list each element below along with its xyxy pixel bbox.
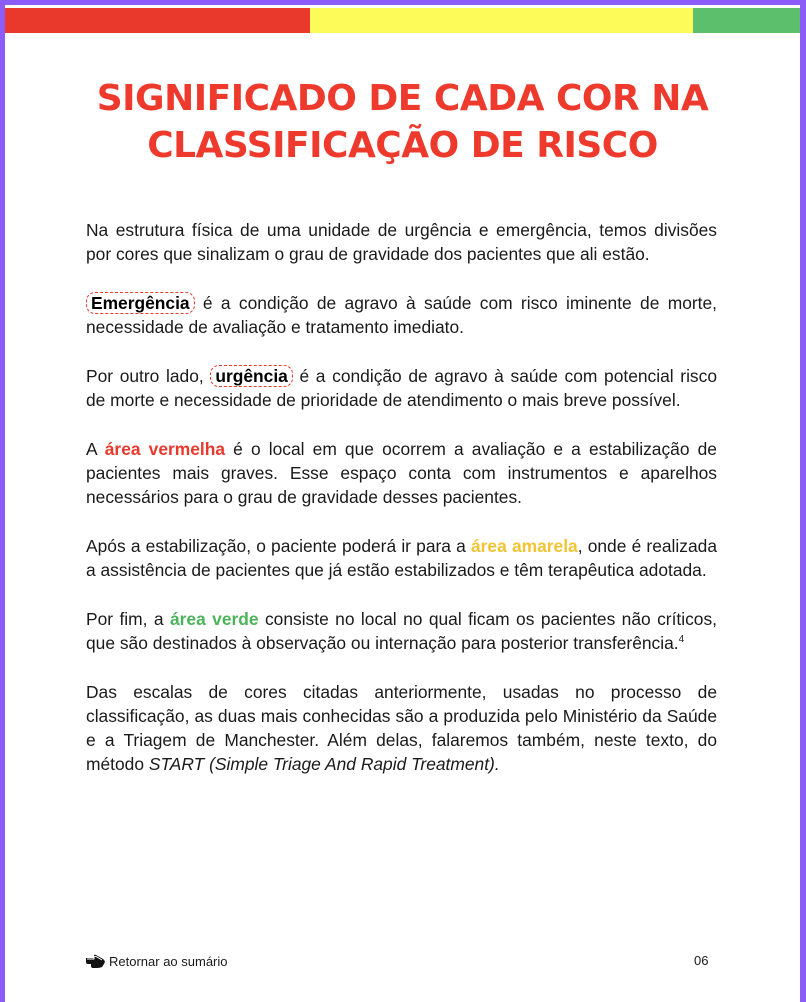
paragraph-amarela-after: , onde é realizada a assistência de pacientes que já estão estabilizados e têm terapêutica adotada. bbox=[86, 536, 717, 580]
paragraph-urgencia-before: Por outro lado, bbox=[86, 366, 211, 386]
paragraph-escalas bbox=[86, 680, 717, 776]
page-title bbox=[5, 75, 800, 169]
term-emergencia: Emergência bbox=[86, 292, 195, 314]
term-urgencia: urgência bbox=[210, 365, 292, 387]
page-number: 06 bbox=[694, 953, 709, 968]
back-to-summary-link[interactable] bbox=[85, 953, 228, 969]
paragraph-verde-before: Por fim, a bbox=[86, 609, 170, 629]
paragraph-emergencia bbox=[86, 291, 717, 339]
pointing-hand-icon bbox=[85, 953, 107, 969]
paragraph-vermelha-before: A bbox=[86, 439, 105, 459]
paragraph-emergencia-text: é a condição de agravo à saúde com risco iminente de morte, necessidade de avaliação e tratamento imediato. bbox=[86, 293, 717, 337]
paragraph-area-vermelha bbox=[86, 437, 717, 509]
paragraph-intro: Na estrutura física de uma unidade de urgência e emergência, temos divisões por cores que sinalizam o grau de gravidade dos pacientes que ali estão. bbox=[86, 220, 717, 264]
green-color-bar bbox=[693, 8, 800, 33]
paragraph-urgencia-after: é a condição de agravo à saúde com potencial risco de morte e necessidade de prioridade de atendimento o mais breve possível. bbox=[86, 366, 717, 410]
title-line-2: CLASSIFICAÇÃO DE RISCO bbox=[147, 125, 658, 166]
body-text bbox=[86, 218, 717, 801]
footnote-marker: 4 bbox=[678, 634, 685, 646]
back-to-summary-label[interactable]: Retornar ao sumário bbox=[109, 953, 228, 969]
paragraph-amarela-before: Após a estabilização, o paciente poderá ir para a bbox=[86, 536, 471, 556]
term-area-verde: área verde bbox=[169, 609, 259, 629]
paragraph-urgencia bbox=[86, 364, 717, 412]
title-line-1: SIGNIFICADO DE CADA COR NA bbox=[96, 78, 709, 119]
red-color-bar bbox=[5, 8, 310, 33]
start-method-name: START (Simple Triage And Rapid Treatment). bbox=[148, 754, 500, 774]
paragraph-verde-after: consiste no local no qual ficam os pacientes não críticos, que são destinados à observação ou internação para posterior transferência. bbox=[86, 609, 717, 653]
document-page bbox=[5, 5, 800, 1002]
paragraph-area-verde bbox=[86, 607, 717, 655]
paragraph-escalas-text: Das escalas de cores citadas anteriormente, usadas no processo de classificação, as duas mais conhecidas são a produzida pelo Ministério da Saúde e a Triagem de Manchester. Além delas, falaremos também, neste texto, do método bbox=[86, 682, 717, 774]
term-area-amarela: área amarela bbox=[470, 536, 578, 556]
paragraph-vermelha-after: é o local em que ocorrem a avaliação e a estabilização de pacientes mais graves. Esse espaço conta com instrumentos e aparelhos necessários para o grau de gravidade desses pacientes. bbox=[86, 439, 717, 507]
paragraph-area-amarela bbox=[86, 534, 717, 582]
term-area-vermelha: área vermelha bbox=[104, 439, 226, 459]
yellow-color-bar bbox=[310, 8, 693, 33]
